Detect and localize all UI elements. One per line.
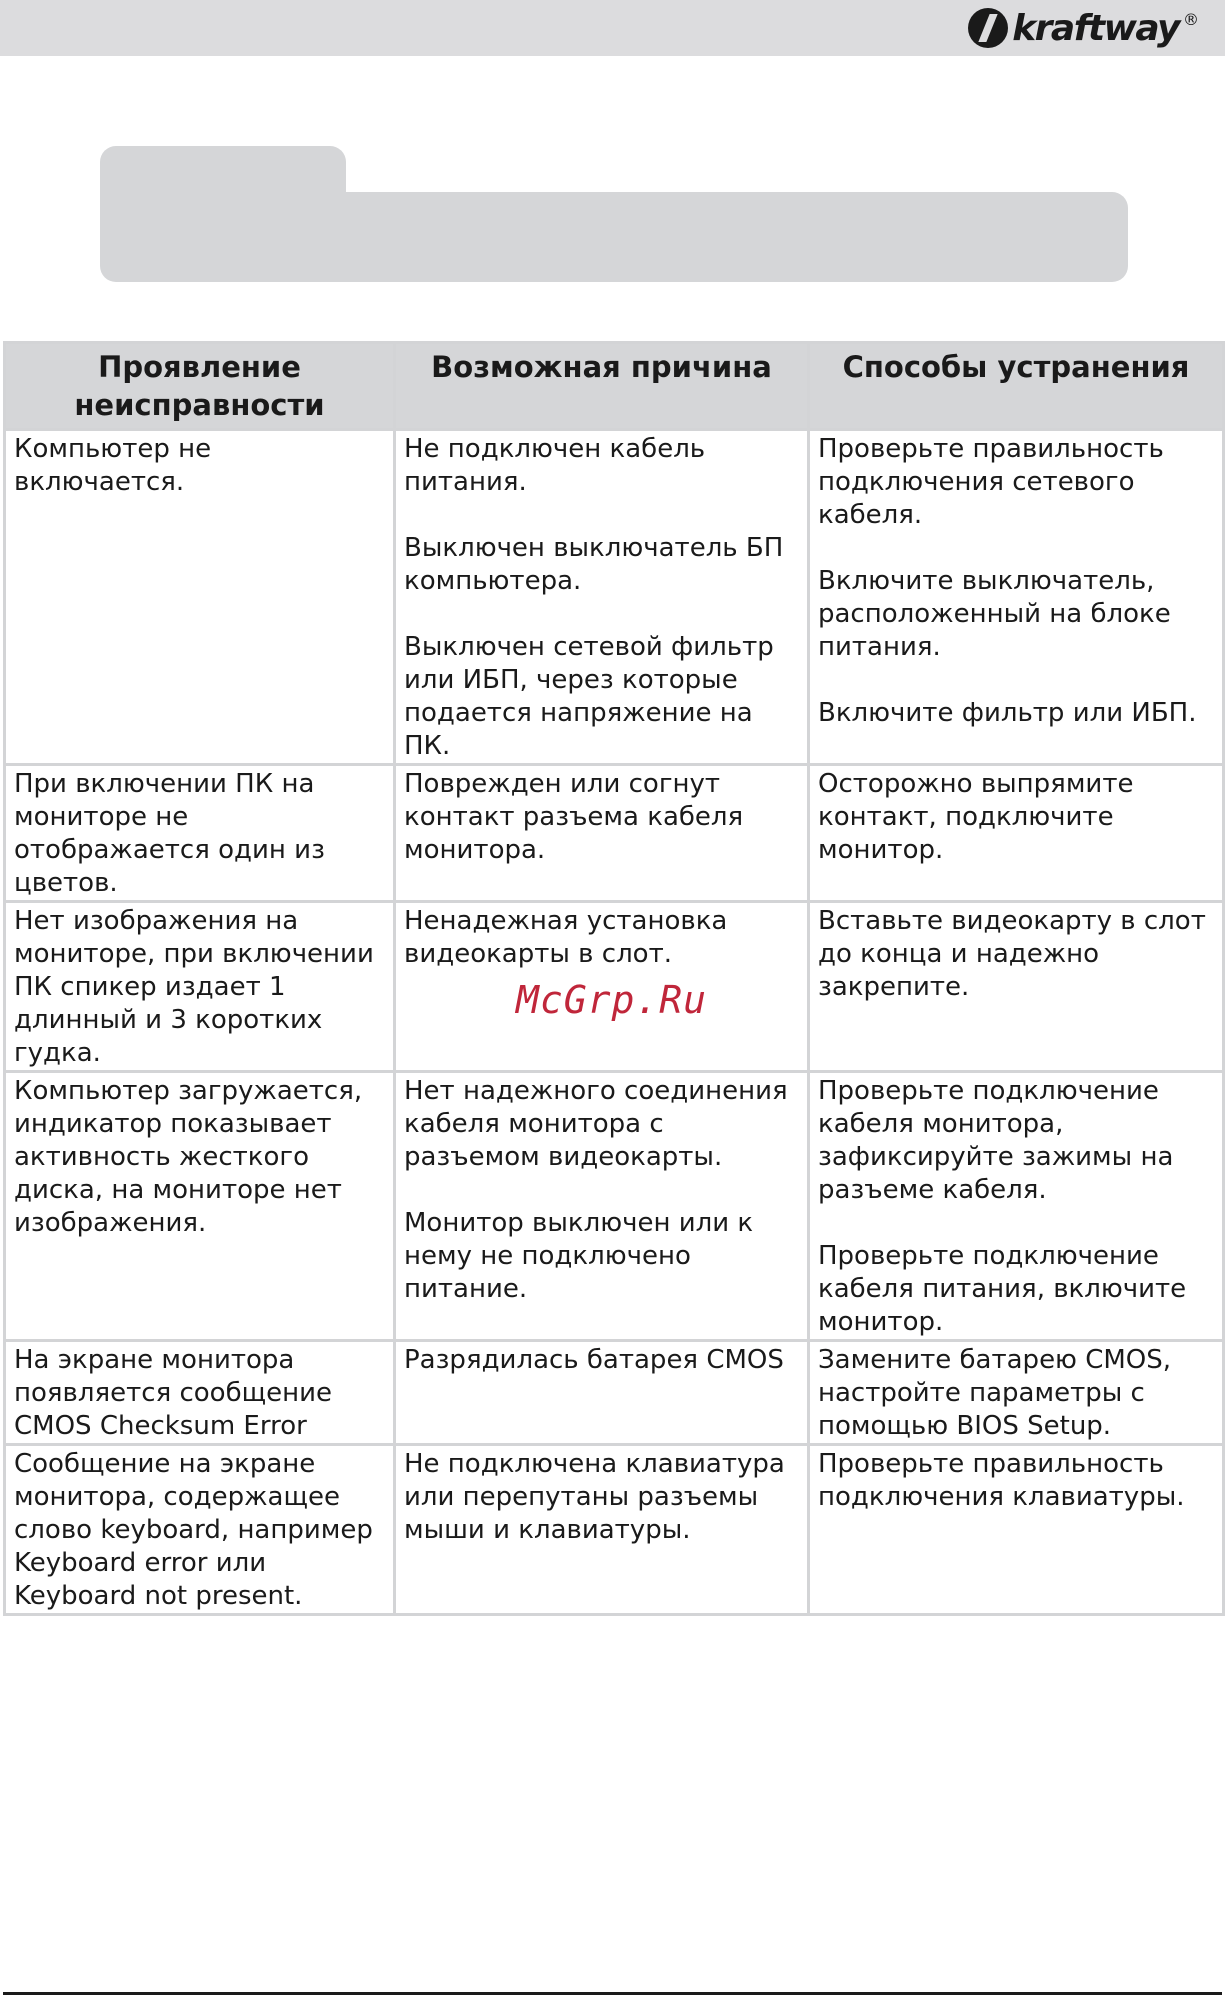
brand-logo — [968, 4, 1199, 52]
cause-cell: Нет надежного соединения кабеля монитора с разъемом видеокарты. Монитор выключен или к нему не подключено питание. — [395, 1072, 809, 1341]
table-row — [5, 765, 1224, 902]
symptom-cell: Сообщение на экране монитора, содержащее слово keyboard, например Keyboard error или Keyboard not present. — [5, 1445, 395, 1615]
fix-cell: Вставьте видеокарту в слот до конца и надежно закрепите. — [809, 902, 1224, 1072]
table-header-row — [5, 343, 1224, 430]
table-row — [5, 430, 1224, 765]
symptom-cell: При включении ПК на мониторе не отображается один из цветов. — [5, 765, 395, 902]
symptom-cell: Компьютер загружается, индикатор показывает активность жесткого диска, на мониторе нет изображения. — [5, 1072, 395, 1341]
cause-cell: Разрядилась батарея CMOS — [395, 1341, 809, 1445]
symptom-cell: Нет изображения на мониторе, при включении ПК спикер издает 1 длинный и 3 коротких гудка. — [5, 902, 395, 1072]
footer-divider — [3, 1992, 1222, 1995]
brand-name: kraftway — [1012, 7, 1179, 49]
table-row — [5, 1072, 1224, 1341]
fix-cell: Замените батарею CMOS, настройте параметры с помощью BIOS Setup. — [809, 1341, 1224, 1445]
table-row — [5, 1341, 1224, 1445]
cause-cell: Не подключен кабель питания. Выключен выключатель БП компьютера. Выключен сетевой фильтр или ИБП, через которые подается напряжение на ПК. — [395, 430, 809, 765]
column-header-symptom: Проявление неисправности — [5, 343, 395, 430]
brand-logo-icon — [968, 8, 1008, 48]
cause-cell: Не подключена клавиатура или перепутаны разъемы мыши и клавиатуры. — [395, 1445, 809, 1615]
header-bar — [0, 0, 1225, 56]
cause-cell: Поврежден или согнут контакт разъема кабеля монитора. — [395, 765, 809, 902]
column-header-cause: Возможная причина — [395, 343, 809, 430]
column-header-fix: Способы устранения — [809, 343, 1224, 430]
fix-cell: Проверьте подключение кабеля монитора, зафиксируйте зажимы на разъеме кабеля. Проверьте подключение кабеля питания, включите монитор. — [809, 1072, 1224, 1341]
registered-mark: ® — [1183, 10, 1199, 29]
table-row — [5, 1445, 1224, 1615]
watermark-text: McGrp.Ru — [516, 978, 708, 1022]
cause-cell: Ненадежная установка видеокарты в слот. — [395, 902, 809, 1072]
fix-cell: Осторожно выпрямите контакт, подключите монитор. — [809, 765, 1224, 902]
section-title-tab — [100, 146, 1128, 282]
fix-cell: Проверьте правильность подключения сетевого кабеля. Включите выключатель, расположенный на блоке питания. Включите фильтр или ИБП. — [809, 430, 1224, 765]
fix-cell: Проверьте правильность подключения клавиатуры. — [809, 1445, 1224, 1615]
symptom-cell: На экране монитора появляется сообщение CMOS Checksum Error — [5, 1341, 395, 1445]
symptom-cell: Компьютер не включается. — [5, 430, 395, 765]
